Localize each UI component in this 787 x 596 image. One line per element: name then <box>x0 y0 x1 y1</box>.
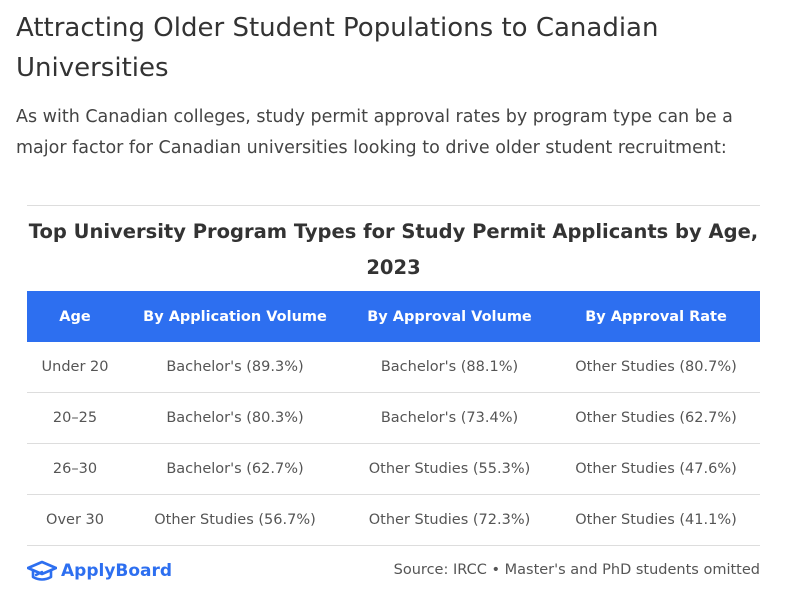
table-title: Top University Program Types for Study Permit Applicants by Age, 2023 <box>28 220 759 279</box>
cell-age: 20–25 <box>27 393 123 444</box>
table-card <box>27 205 760 592</box>
source-note: Source: IRCC • Master's and PhD students omitted <box>393 562 760 578</box>
header-application-volume: By Application Volume <box>123 291 347 342</box>
cell-application-volume: Other Studies (56.7%) <box>123 495 347 546</box>
cell-age: 26–30 <box>27 444 123 495</box>
cell-approval-volume: Other Studies (55.3%) <box>347 444 552 495</box>
logo-text: ApplyBoard <box>61 561 173 581</box>
header-approval-rate: By Approval Rate <box>552 291 760 342</box>
cell-approval-rate: Other Studies (41.1%) <box>552 495 760 546</box>
table-row <box>27 444 760 495</box>
table-header-row <box>27 291 760 342</box>
table-row <box>27 495 760 546</box>
cell-application-volume: Bachelor's (89.3%) <box>123 342 347 393</box>
cell-approval-rate: Other Studies (62.7%) <box>552 393 760 444</box>
header-approval-volume: By Approval Volume <box>347 291 552 342</box>
cell-approval-volume: Bachelor's (88.1%) <box>347 342 552 393</box>
table-row <box>27 393 760 444</box>
program-types-table <box>27 291 760 546</box>
cell-approval-rate: Other Studies (80.7%) <box>552 342 760 393</box>
cell-age: Under 20 <box>27 342 123 393</box>
cell-application-volume: Bachelor's (62.7%) <box>123 444 347 495</box>
cell-approval-volume: Other Studies (72.3%) <box>347 495 552 546</box>
header-age: Age <box>27 291 123 342</box>
table-footer <box>27 552 760 592</box>
cell-approval-rate: Other Studies (47.6%) <box>552 444 760 495</box>
page-title: Attracting Older Student Populations to Canadian Universities <box>16 13 659 83</box>
applyboard-logo <box>27 558 172 584</box>
cell-approval-volume: Bachelor's (73.4%) <box>347 393 552 444</box>
cell-age: Over 30 <box>27 495 123 546</box>
cell-application-volume: Bachelor's (80.3%) <box>123 393 347 444</box>
table-row <box>27 342 760 393</box>
graduation-cap-icon <box>27 559 57 583</box>
intro-paragraph: As with Canadian colleges, study permit approval rates by program type can be a major factor for Canadian universities looking to drive older student recruitment: <box>16 107 733 158</box>
